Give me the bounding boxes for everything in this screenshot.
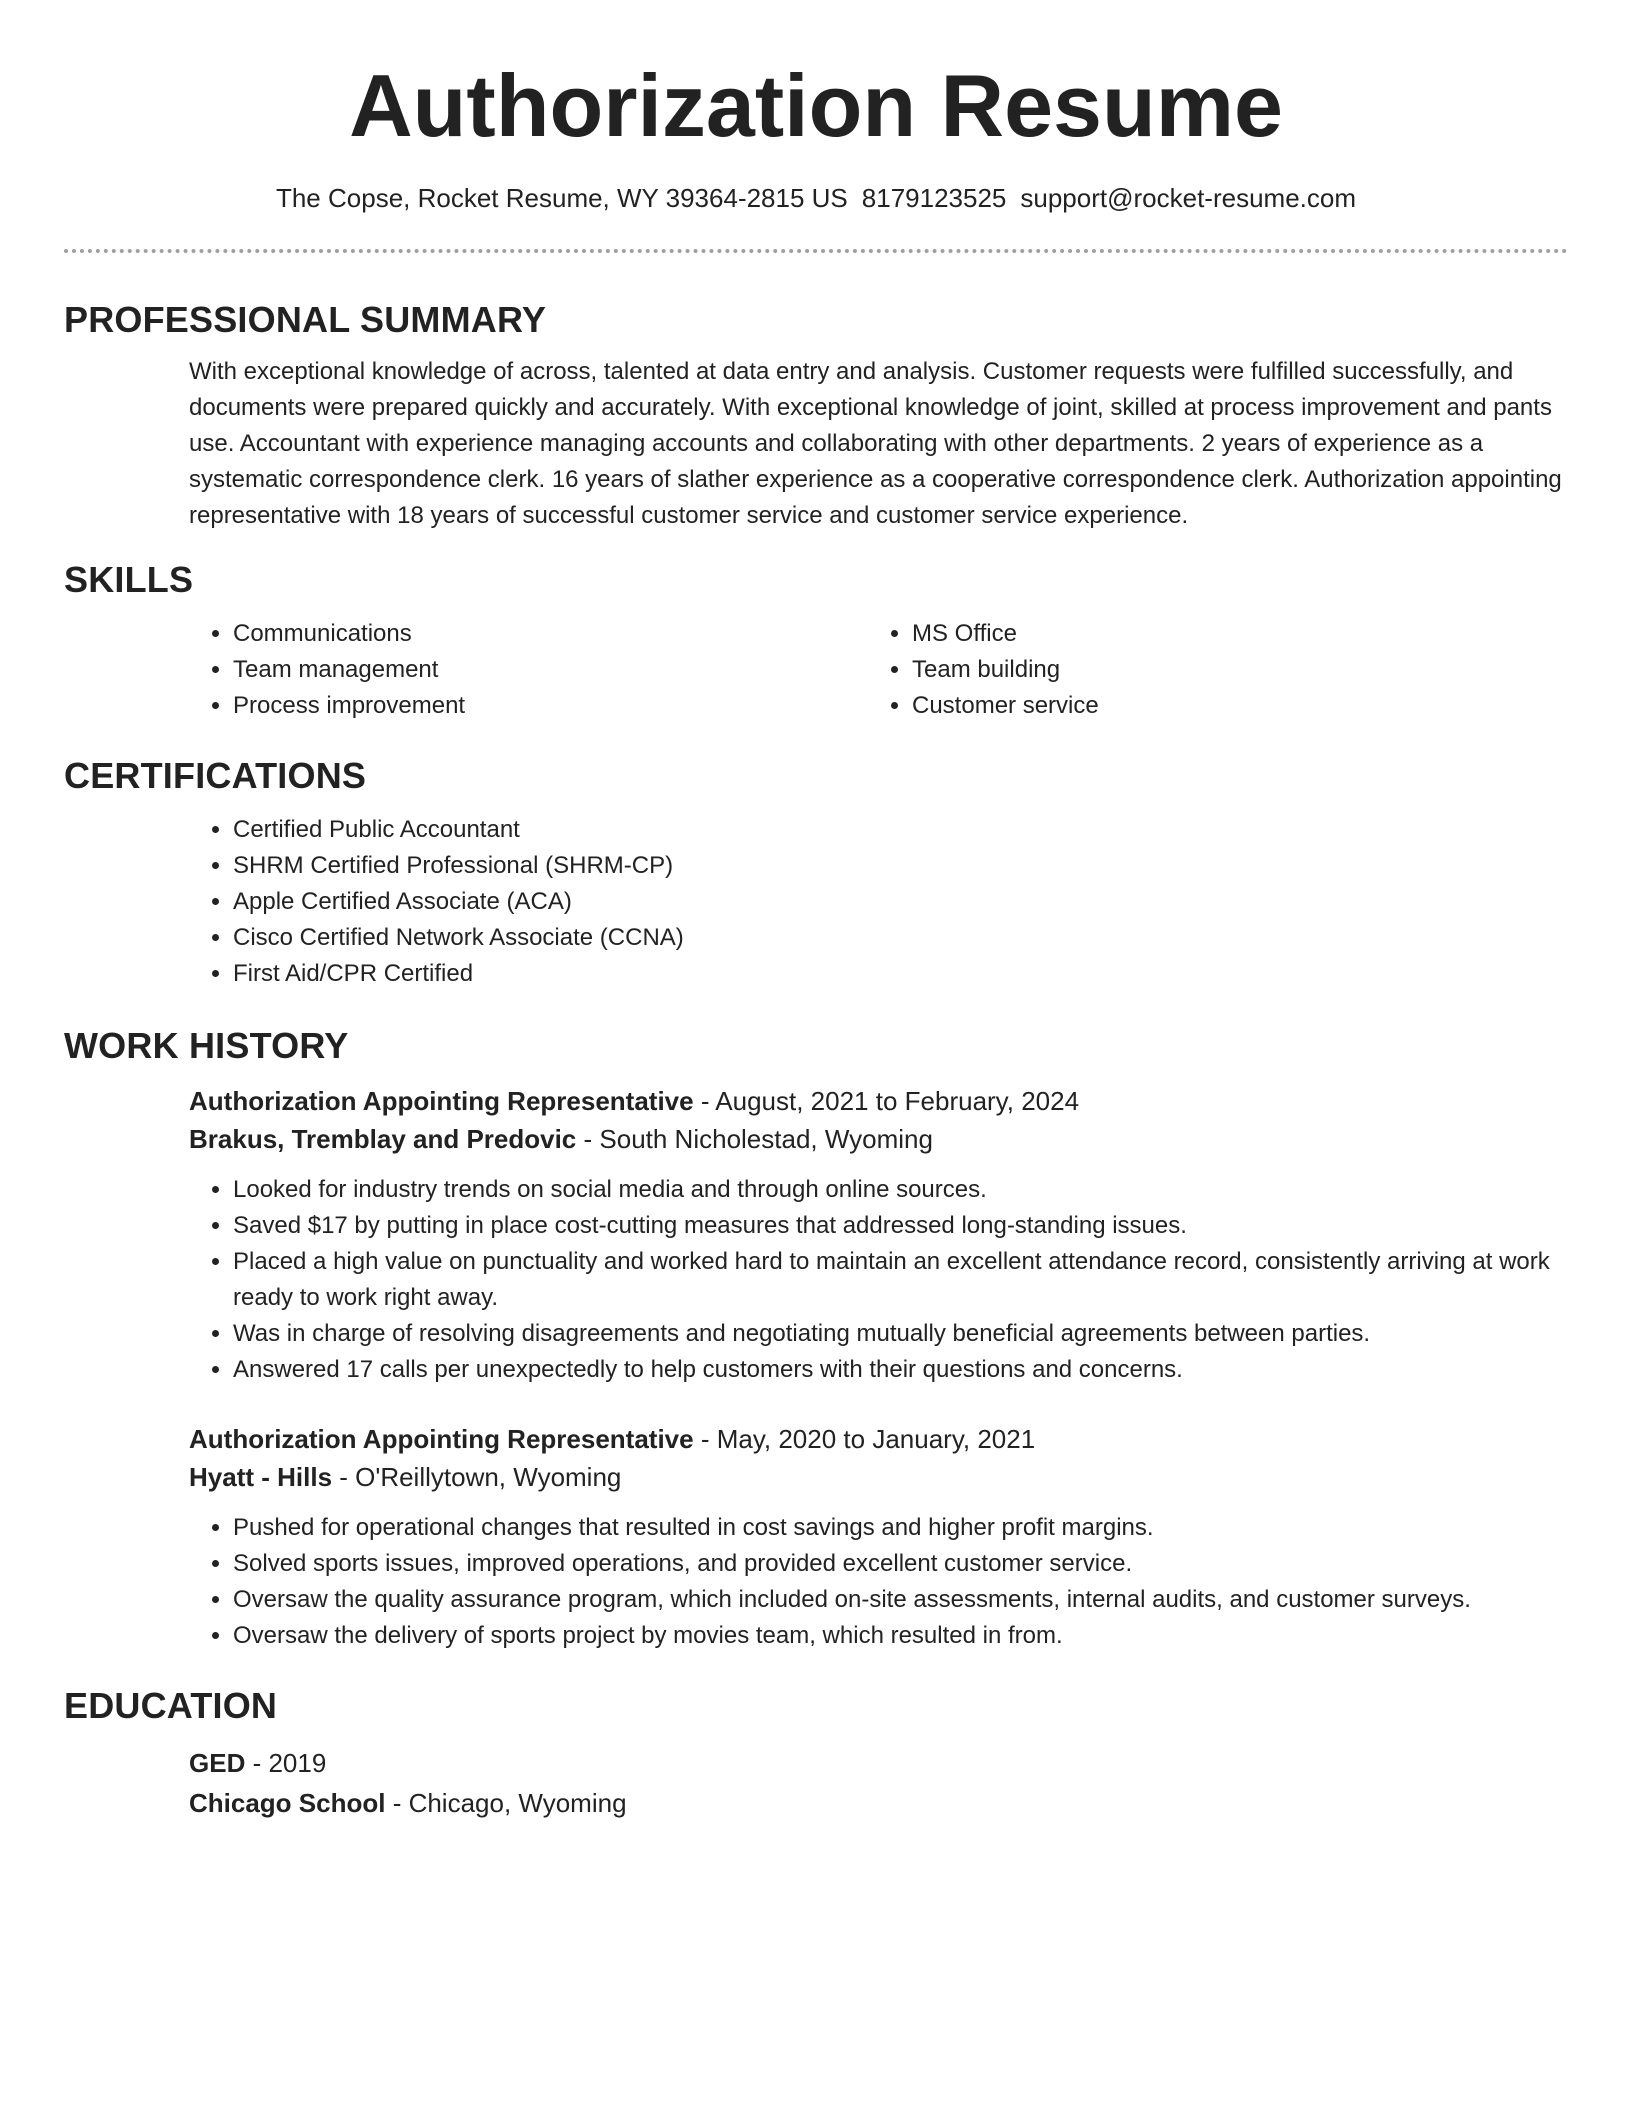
- skills-title: SKILLS: [64, 559, 194, 600]
- skill-item: • Process improvement: [233, 688, 868, 724]
- certifications-body: [189, 812, 1568, 992]
- skill-item: • MS Office: [912, 616, 1568, 652]
- skills-grid: [189, 616, 1568, 724]
- job-role: Authorization Appointing Representative: [189, 1086, 694, 1116]
- contact-address: The Copse, Rocket Resume, WY 39364-2815 US: [275, 183, 848, 213]
- job-entry: [189, 1420, 1568, 1654]
- education-school-line: [189, 1784, 1568, 1822]
- summary-body: [189, 354, 1568, 534]
- job-bullet: • Looked for industry trends on social media and through online sources.: [233, 1172, 1568, 1208]
- job-bullet: • Oversaw the quality assurance program, which included on-site assessments, internal audits, and customer surveys.: [233, 1582, 1568, 1618]
- job-bullet: • Answered 17 calls per unexpectedly to help customers with their questions and concerns.: [233, 1352, 1568, 1388]
- resume-name: Authorization Resume: [349, 56, 1283, 155]
- job-bullet: • Pushed for operational changes that resulted in cost savings and higher profit margins.: [233, 1510, 1568, 1546]
- certifications-section: [64, 752, 1568, 992]
- certification-item: • SHRM Certified Professional (SHRM-CP): [233, 848, 1568, 884]
- skill-item: • Team management: [233, 652, 868, 688]
- job-bullet: • Was in charge of resolving disagreements and negotiating mutually beneficial agreements between parties.: [233, 1316, 1568, 1352]
- contact-phone: 8179123525: [861, 183, 1007, 213]
- certifications-list: [189, 812, 1568, 992]
- job-location: - South Nicholestad, Wyoming: [576, 1124, 933, 1154]
- job-bullet: • Oversaw the delivery of sports project by movies team, which resulted in from.: [233, 1618, 1568, 1654]
- job-bullet: • Placed a high value on punctuality and worked hard to maintain an excellent attendance record, consistently arriving at work ready to work right away.: [233, 1244, 1568, 1316]
- skills-section: [64, 556, 1568, 724]
- summary-section: [64, 296, 1568, 534]
- education-school: Chicago School: [189, 1788, 386, 1818]
- contact-line: [0, 182, 1632, 214]
- certification-item: • Apple Certified Associate (ACA): [233, 884, 1568, 920]
- job-company-line: [189, 1458, 1568, 1496]
- education-degree: GED: [189, 1748, 246, 1778]
- education-year: - 2019: [245, 1748, 327, 1778]
- certification-item: • Certified Public Accountant: [233, 812, 1568, 848]
- job-title-line: [189, 1420, 1568, 1458]
- job-dates: - May, 2020 to January, 2021: [693, 1424, 1036, 1454]
- contact-email: support@rocket-resume.com: [1020, 183, 1357, 213]
- job-bullet: • Solved sports issues, improved operations, and provided excellent customer service.: [233, 1546, 1568, 1582]
- job-entry: [189, 1082, 1568, 1388]
- job-role: Authorization Appointing Representative: [189, 1424, 694, 1454]
- job-bullets: [189, 1510, 1568, 1654]
- job-title-line: [189, 1082, 1568, 1120]
- certification-item: • Cisco Certified Network Associate (CCNA): [233, 920, 1568, 956]
- skill-item: • Team building: [912, 652, 1568, 688]
- skill-item: • Communications: [233, 616, 868, 652]
- summary-text: With exceptional knowledge of across, talented at data entry and analysis. Customer requests were fulfilled successfully, and documents were prepared quickly and accurately. With exceptional knowledge of joint, skilled at process improvement and pants use. Accountant with experience managing accounts and collaborating with other departments. 2 years of experience as a systematic correspondence clerk. 16 years of slather experience as a cooperative correspondence clerk. Authorization appointing representative with 18 years of successful customer service and customer service experience.: [189, 358, 1562, 529]
- header-divider: [64, 249, 1568, 253]
- education-section: [64, 1682, 1568, 1822]
- certifications-title: CERTIFICATIONS: [64, 755, 367, 796]
- education-degree-line: [189, 1744, 1568, 1782]
- job-company: Brakus, Tremblay and Predovic: [189, 1124, 577, 1154]
- education-entry: [189, 1744, 1568, 1822]
- job-company: Hyatt - Hills: [189, 1462, 333, 1492]
- work-history-section: [64, 1022, 1568, 1654]
- skills-list-right: [868, 616, 1568, 724]
- job-bullets: [189, 1172, 1568, 1388]
- education-location: - Chicago, Wyoming: [385, 1788, 627, 1818]
- job-bullet: • Saved $17 by putting in place cost-cutting measures that addressed long-standing issues.: [233, 1208, 1568, 1244]
- resume-content: [64, 296, 1568, 1822]
- job-company-line: [189, 1120, 1568, 1158]
- summary-title: PROFESSIONAL SUMMARY: [64, 299, 547, 340]
- job-location: - O'Reillytown, Wyoming: [332, 1462, 622, 1492]
- skill-item: • Customer service: [912, 688, 1568, 724]
- job-dates: - August, 2021 to February, 2024: [693, 1086, 1080, 1116]
- certification-item: • First Aid/CPR Certified: [233, 956, 1568, 992]
- skills-list-left: [189, 616, 868, 724]
- work-history-title: WORK HISTORY: [64, 1025, 349, 1066]
- education-title: EDUCATION: [64, 1685, 278, 1726]
